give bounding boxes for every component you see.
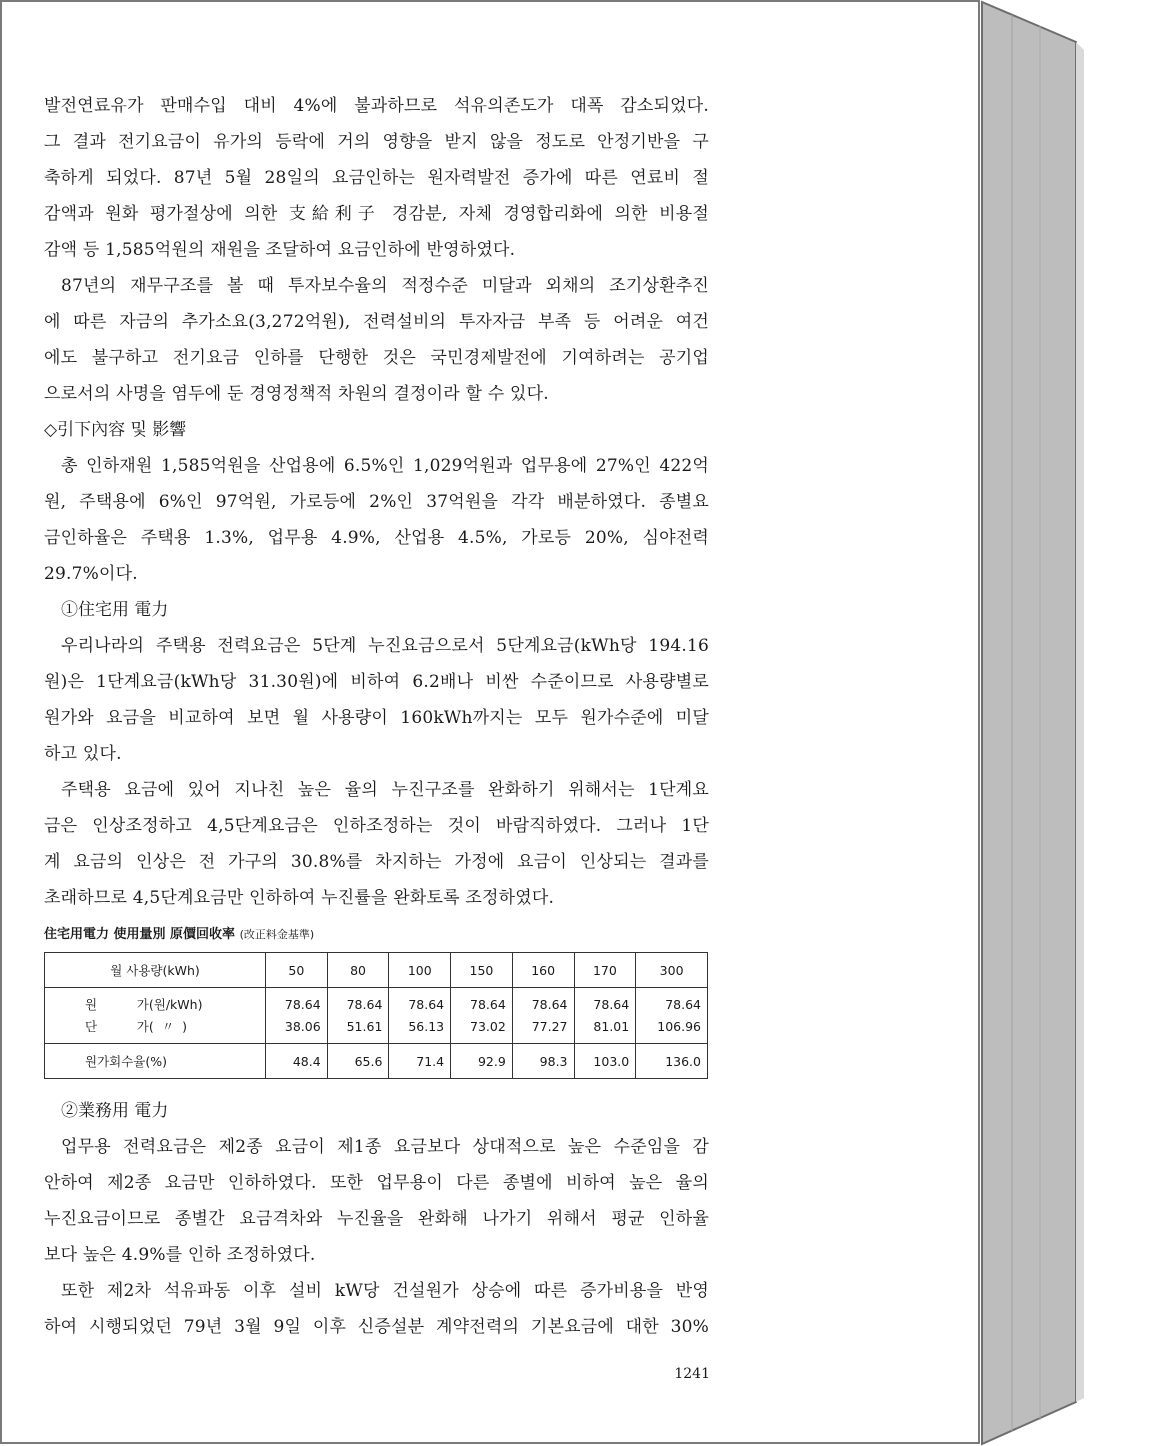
text-line: 원, 주택용에 6%인 97억원, 가로등에 2%인 37억원을 각각 배분하였다. 종별요 bbox=[44, 492, 709, 512]
book-edge bbox=[980, 0, 1175, 1446]
table-header-cell: 100 bbox=[389, 953, 451, 988]
text-line: 발전연료유가 판매수입 대비 4%에 불과하므로 석유의존도가 대폭 감소되었다. bbox=[44, 96, 709, 116]
recovery-value: 98.3 bbox=[512, 1044, 574, 1079]
subsection-heading-residential: ①住宅用 電力 bbox=[61, 600, 169, 620]
recovery-value: 71.4 bbox=[389, 1044, 451, 1079]
subsection-heading-business: ②業務用 電力 bbox=[61, 1101, 169, 1121]
table-value-cell bbox=[266, 988, 328, 1044]
text-line: 계 요금의 인상은 전 가구의 30.8%를 차지하는 가정에 요금이 인상되는 결과를 bbox=[44, 852, 709, 872]
table-value-cell bbox=[512, 988, 574, 1044]
price-value: 106.96 bbox=[657, 1018, 701, 1034]
recovery-value: 92.9 bbox=[451, 1044, 513, 1079]
text-line: 그 결과 전기요금이 유가의 등락에 거의 영향을 받지 않을 정도로 안정기반을 구 bbox=[44, 132, 709, 152]
subsection-heading-block-2 bbox=[44, 1093, 709, 1129]
table-header-cell: 300 bbox=[636, 953, 708, 988]
section-heading: ◇引下內容 및 影響 bbox=[44, 420, 187, 440]
table-header-cell: 160 bbox=[512, 953, 574, 988]
section-heading-block bbox=[44, 412, 709, 448]
price-value: 73.02 bbox=[470, 1018, 506, 1034]
table-value-cell bbox=[327, 988, 389, 1044]
table-caption-note: (改正料金基準) bbox=[239, 928, 315, 941]
text-line: 누진요금이므로 종별간 요금격차와 누진율을 완화해 나가기 위해서 평균 인하율 bbox=[44, 1209, 709, 1229]
text-line: 안하여 제2종 요금만 인하하였다. 또한 업무용이 다른 종별에 비하여 높은 율의 bbox=[44, 1173, 709, 1193]
cost-value: 78.64 bbox=[531, 996, 568, 1012]
text-line: 원가와 요금을 비교하여 보면 월 사용량이 160kWh까지는 모두 원가수준에 미달 bbox=[44, 708, 709, 728]
cost-value: 78.64 bbox=[346, 996, 383, 1012]
text-line: 총 인하재원 1,585억원을 산업용에 6.5%인 1,029억원과 업무용에 27%인 422억 bbox=[61, 456, 709, 476]
text-line: 에도 불구하고 전기요금 인하를 단행한 것은 국민경제발전에 기여하려는 공기업 bbox=[44, 348, 709, 368]
table-header-cell: 50 bbox=[266, 953, 328, 988]
cost-value: 78.64 bbox=[284, 996, 321, 1012]
text-line: 업무용 전력요금은 제2종 요금이 제1종 요금보다 상대적으로 높은 수준임을 감 bbox=[61, 1137, 709, 1157]
text-line: 하여 시행되었던 79년 3월 9일 이후 신증설분 계약전력의 기본요금에 대한 30% bbox=[44, 1317, 709, 1337]
cost-value: 78.64 bbox=[593, 996, 630, 1012]
table-header-cell: 150 bbox=[451, 953, 513, 988]
table-caption-title: 住宅用電力 使用量別 原價回收率 bbox=[44, 927, 236, 942]
table-header-label: 월 사용량(kWh) bbox=[45, 953, 266, 988]
text-line: 감액과 원화 평가절상에 의한 支給利子 경감분, 자체 경영합리화에 의한 비용절 bbox=[44, 204, 709, 224]
table-caption bbox=[44, 918, 709, 952]
price-value: 56.13 bbox=[408, 1018, 445, 1034]
recovery-row-label: 원가회수율(%) bbox=[45, 1044, 266, 1079]
text-line: 우리나라의 주택용 전력요금은 5단계 누진요금으로서 5단계요금(kWh당 194.16 bbox=[61, 636, 709, 656]
table-row-labels bbox=[45, 988, 266, 1044]
table-value-cell bbox=[451, 988, 513, 1044]
table-body-row bbox=[45, 988, 708, 1044]
text-line: 주택용 요금에 있어 지나친 높은 율의 누진구조를 완화하기 위해서는 1단계요 bbox=[61, 780, 709, 800]
text-line: 금은 인상조정하고 4,5단계요금은 인하조정하는 것이 바람직하였다. 그러나 1단 bbox=[44, 816, 709, 836]
cost-value: 78.64 bbox=[408, 996, 445, 1012]
text-line: 87년의 재무구조를 볼 때 투자보수율의 적정수준 미달과 외채의 조기상환추진 bbox=[61, 276, 709, 296]
text-line: 감액 등 1,585억원의 재원을 조달하여 요금인하에 반영하였다. bbox=[44, 240, 516, 260]
text-line: 원)은 1단계요금(kWh당 31.30원)에 비하여 6.2배나 비싼 수준이므로 사용량별로 bbox=[44, 672, 709, 692]
page-number: 1241 bbox=[674, 1366, 710, 1382]
text-line: 초래하므로 4,5단계요금만 인하하여 누진률을 완화토록 조정하였다. bbox=[44, 888, 555, 908]
text-line: 보다 높은 4.9%를 인하 조정하였다. bbox=[44, 1245, 316, 1265]
page-content bbox=[44, 88, 709, 1345]
text-line: 에 따른 자금의 추가소요(3,272억원), 전력설비의 투자자금 부족 등 어려운 여건 bbox=[44, 312, 709, 332]
recovery-value: 65.6 bbox=[327, 1044, 389, 1079]
paragraph-block-d bbox=[44, 1129, 709, 1345]
paragraph-block-c bbox=[44, 628, 709, 916]
table-value-cell bbox=[636, 988, 708, 1044]
text-line: 하고 있다. bbox=[44, 744, 122, 764]
cost-value: 78.64 bbox=[665, 996, 701, 1012]
cost-value: 78.64 bbox=[470, 996, 506, 1012]
price-value: 77.27 bbox=[531, 1018, 568, 1034]
paragraph-block-b bbox=[44, 448, 709, 592]
text-line: 또한 제2차 석유파동 이후 설비 kW당 건설원가 상승에 따른 증가비용을 반영 bbox=[61, 1281, 709, 1301]
cost-recovery-table bbox=[44, 952, 708, 1079]
table-value-cell bbox=[574, 988, 636, 1044]
table-recovery-row bbox=[45, 1044, 708, 1079]
paragraph-block-a bbox=[44, 88, 709, 412]
price-value: 51.61 bbox=[346, 1018, 383, 1034]
text-line: 29.7%이다. bbox=[44, 564, 138, 584]
cost-row-label: 원 가(원/kWh) bbox=[85, 996, 203, 1012]
subsection-heading-block bbox=[44, 592, 709, 628]
price-row-label: 단 가( 〃 ) bbox=[85, 1018, 188, 1034]
text-line: 축하게 되었다. 87년 5월 28일의 요금인하는 원자력발전 증가에 따른 연료비 절 bbox=[44, 168, 709, 188]
text-line: 금인하율은 주택용 1.3%, 업무용 4.9%, 산업용 4.5%, 가로등 20%, 심야전력 bbox=[44, 528, 709, 548]
price-value: 81.01 bbox=[593, 1018, 630, 1034]
table-value-cell bbox=[389, 988, 451, 1044]
recovery-value: 103.0 bbox=[574, 1044, 636, 1079]
recovery-value: 136.0 bbox=[636, 1044, 708, 1079]
table-header-cell: 170 bbox=[574, 953, 636, 988]
recovery-value: 48.4 bbox=[266, 1044, 328, 1079]
table-header-row bbox=[45, 953, 708, 988]
table-header-cell: 80 bbox=[327, 953, 389, 988]
text-line: 으로서의 사명을 염두에 둔 경영정책적 차원의 결정이라 할 수 있다. bbox=[44, 384, 549, 404]
price-value: 38.06 bbox=[284, 1018, 321, 1034]
